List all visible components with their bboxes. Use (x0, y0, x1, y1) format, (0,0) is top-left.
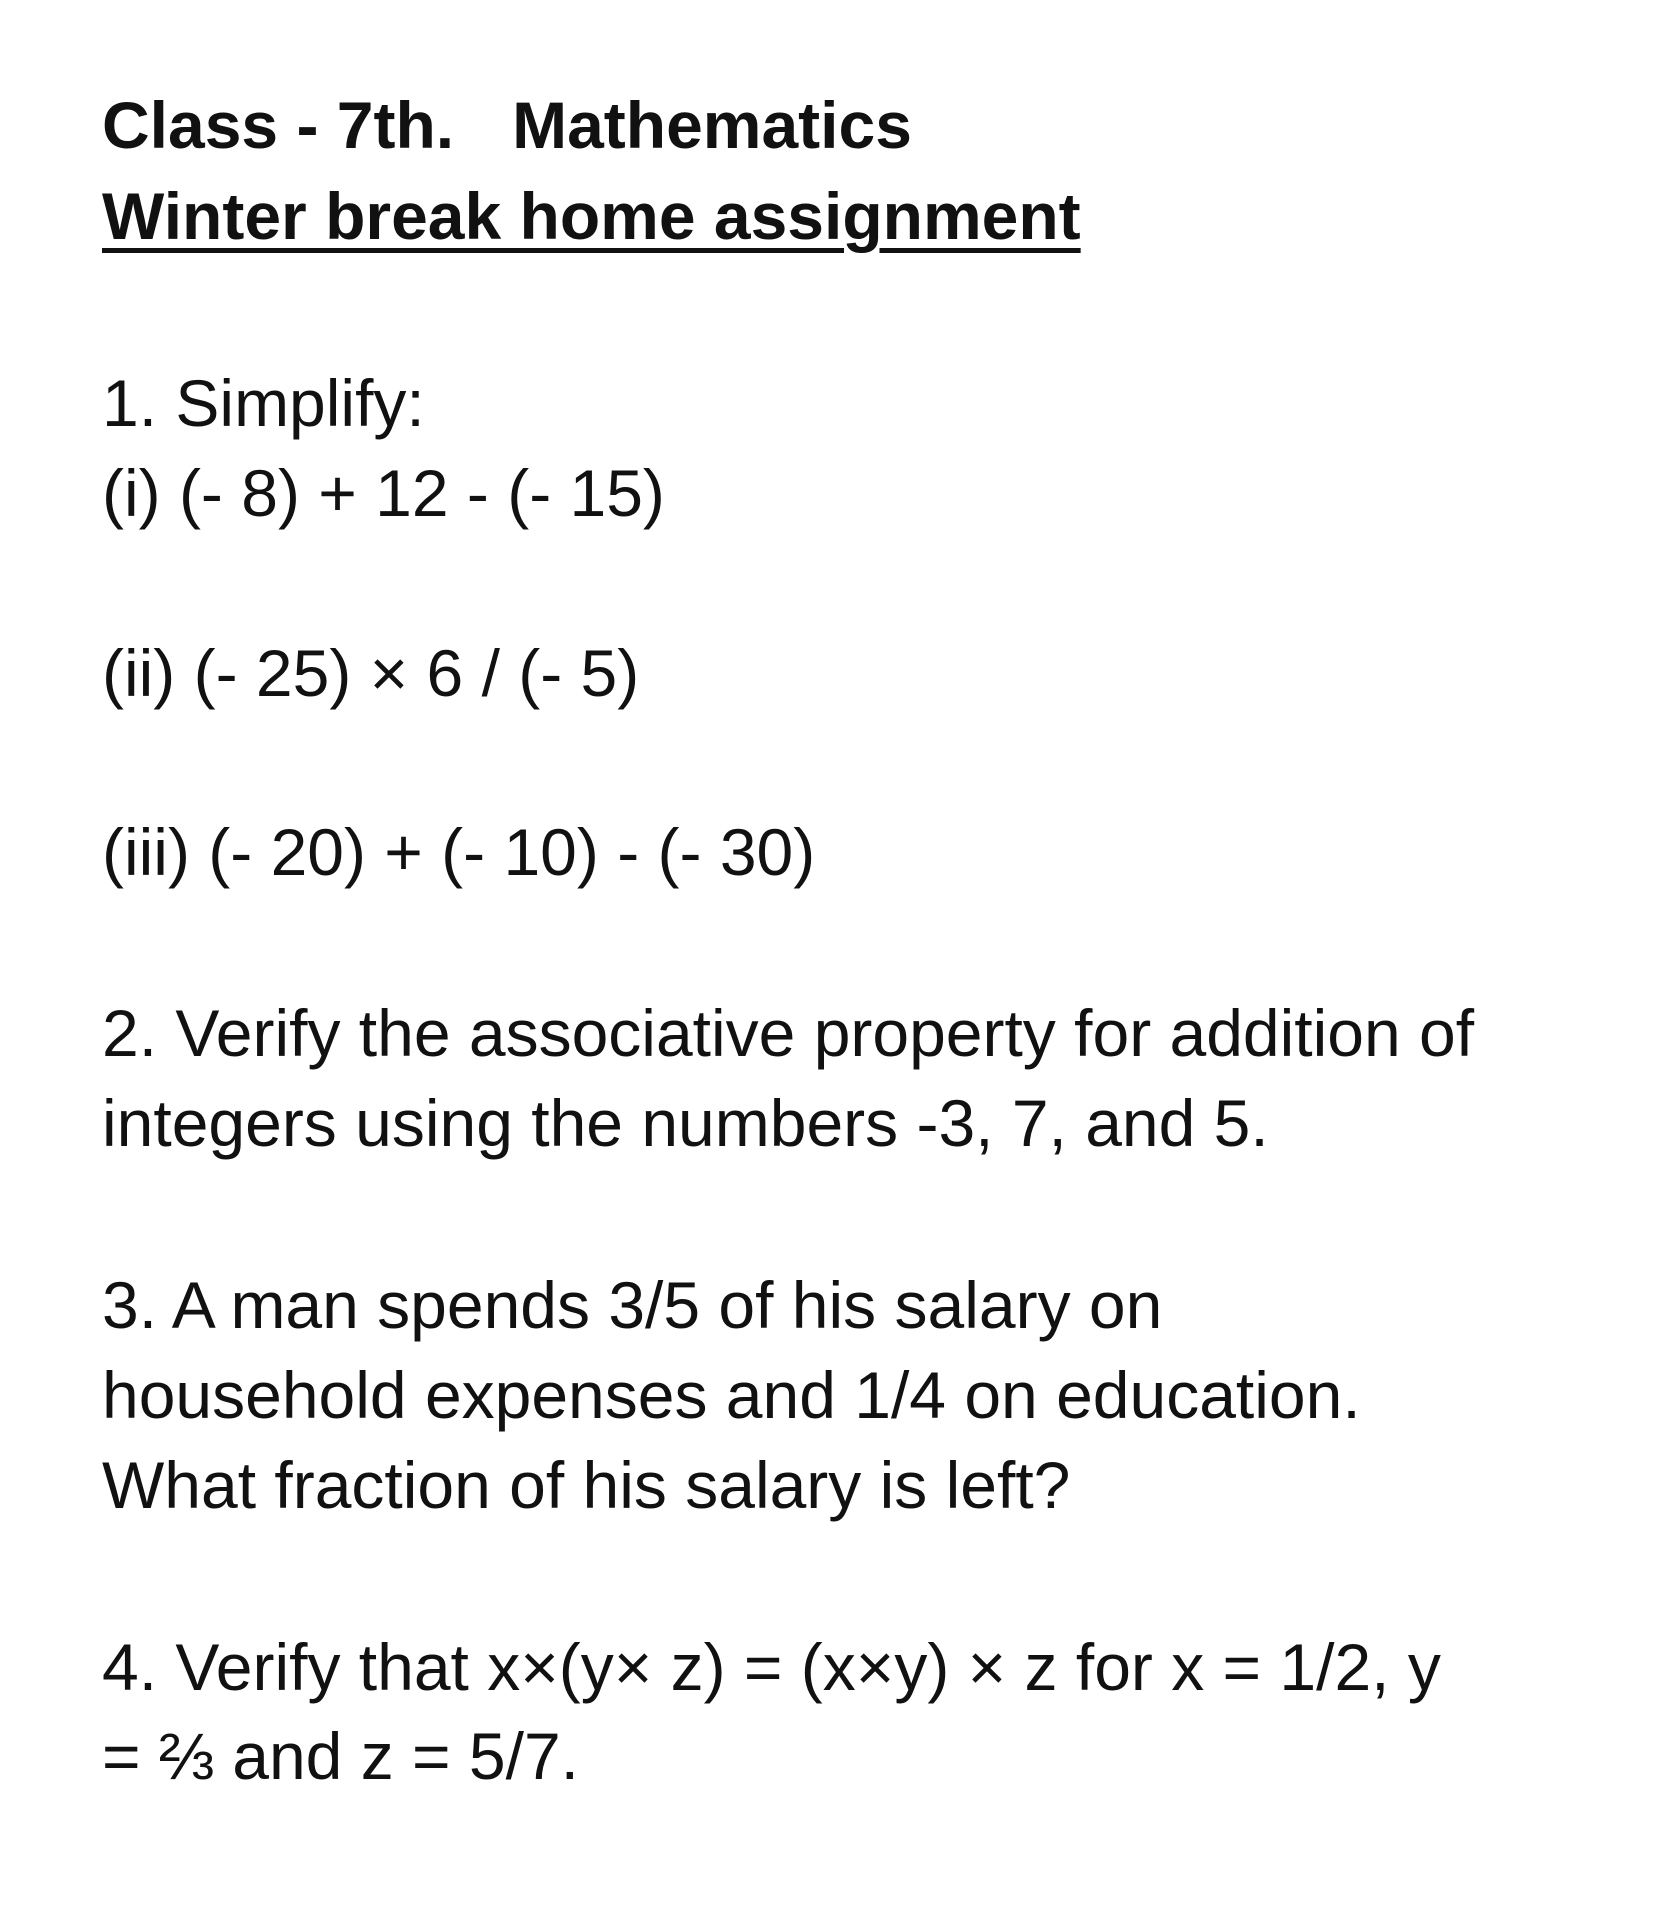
header-line (102, 88, 912, 162)
q3-line-1: 3. A man spends 3/5 of his salary on (102, 1268, 1163, 1342)
assignment-title: Winter break home assignment (102, 179, 1081, 253)
class-label: Class - 7th. (102, 88, 455, 162)
q3-line-2: household expenses and 1/4 on education. (102, 1358, 1361, 1432)
q3-line-3: What fraction of his salary is left? (102, 1448, 1071, 1522)
q1-part-iii: (iii) (- 20) + (- 10) - (- 30) (102, 815, 816, 889)
q4-line-2: = ⅔ and z = 5/7. (102, 1719, 580, 1793)
q2-line-1: 2. Verify the associative property for addition of (102, 996, 1475, 1070)
q1-prompt: 1. Simplify: (102, 366, 425, 440)
q4-line-1: 4. Verify that x×(y× z) = (x×y) × z for x = 1/2, y (102, 1630, 1441, 1704)
q2-line-2: integers using the numbers -3, 7, and 5. (102, 1086, 1269, 1160)
subject-label: Mathematics (512, 88, 912, 162)
q1-part-ii: (ii) (- 25) × 6 / (- 5) (102, 636, 640, 710)
q1-part-i: (i) (- 8) + 12 - (- 15) (102, 456, 665, 530)
